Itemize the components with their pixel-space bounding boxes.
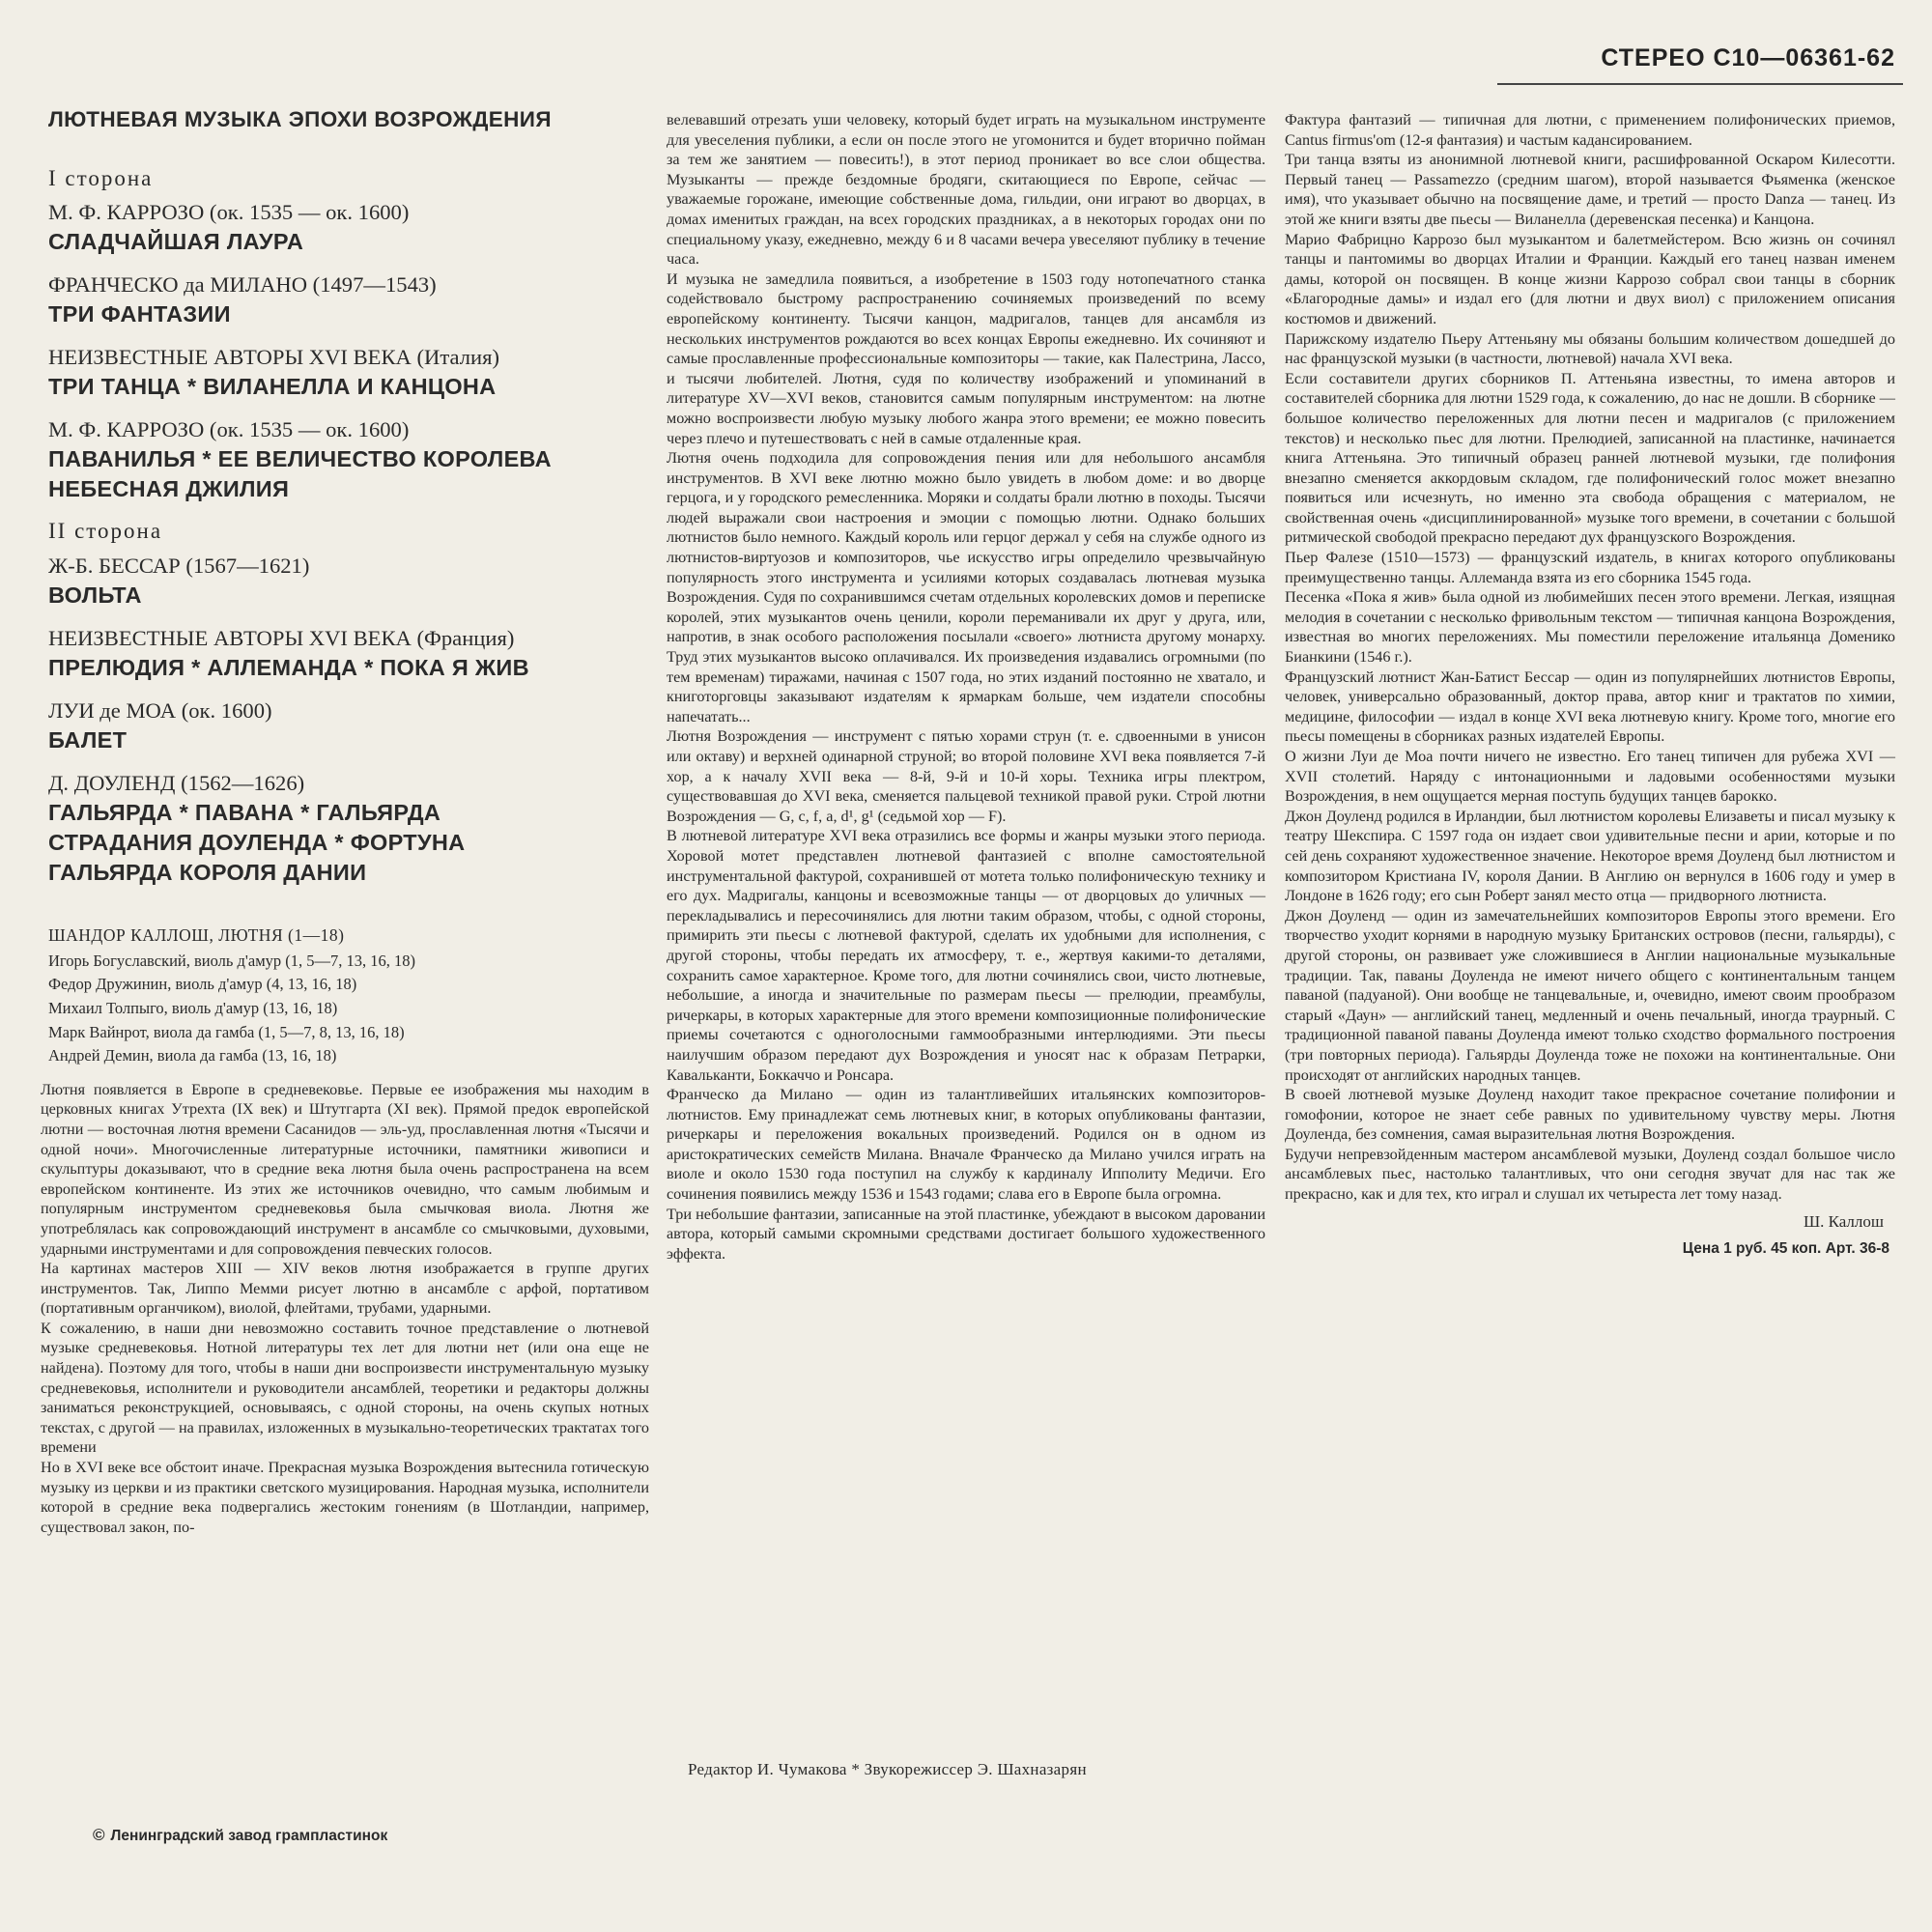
paragraph: Марио Фабрицно Каррозо был музыкантом и балетмейстером. Всю жизнь он сочинял танцы и пантомимы во дворцах Италии и Франции. Каждый его танец назван именем дамы, которой он посвящен. В конце жизни Каррозо собрал свои танцы в сборник «Благородные дамы» и издал его (для лютни и двух виол) с приложением описания костюмов и движений.	[1285, 230, 1895, 327]
paragraph: Будучи непревзойденным мастером ансамблевой музыки, Доуленд создал большое число ансамблевых пьес, настолько талантливых, что они сегодня звучат для нас так же прекрасно, как и для тех, кто играл и слушал их четыреста лет тому назад.	[1285, 1145, 1895, 1204]
composer-name: ЛУИ де МОА (ок. 1600)	[48, 697, 272, 723]
track-entry	[48, 552, 649, 611]
performer-line: Федор Дружинин, виоль д'амур (4, 13, 16, 18)	[48, 975, 357, 994]
paragraph: В своей лютневой музыке Доуленд находит такое прекрасное сочетание полифонии и гомофонии, которое не знает себе равных по удивительному чувству меры. Лютня Доуленда, без сомнения, самая выразительная лютня Возрождения.	[1285, 1086, 1895, 1144]
paragraph: Джон Доуленд — один из замечательнейших композиторов Европы этого времени. Его творчество уходит корнями в народную музыку Британских островов (песни, гальярды), с другой стороны, он развивает уже сложившиеся в Англии национальные музыкальные традиции. Так, паваны Доуленда не имеют ничего общего с континентальным танцем паваной (падуаной). Они вообще не танцевальные, и, очевидно, имеют своим прообразом старый «Даун» — английский танец, медленный и очень печальный, иногда траурный. С традиционной паваной паваны Доуленда имеют только сходство формального построения (три повторных периода). Гальярды Доуленда тоже не похожи на континентальные. Они происходят от английских народных танцев.	[1285, 906, 1895, 1084]
track-entry	[48, 696, 649, 755]
paragraph: В лютневой литературе XVI века отразились все формы и жанры музыки этого периода. Хоровой мотет представлен лютневой фантазией с вполне самостоятельной инструментальной фактурой, сохранившей от мотета только полифоническую технику и его дух. Мадригалы, канцоны и всевозможные танцы — от дворцовых до уличных — перекладывались и пересочинялись для лютни таким образом, чтобы, с одной стороны, примирить эти пьесы с лютневой фактурой, сделать их удобными для исполнения, с другой стороны, чтобы передать их атмосферу, т. е., жертвуя какими-то деталями, сохранить самое характерное. Кроме того, для лютни сочинялись свои, чисто лютневые, небольшие, а иногда и значительные по размерам пьесы — прелюдии, преамбулы, ричеркары, в которых характерные для этого времени композиционные полифонические приемы сочетаются с одноголосными гаммообразными интерлюдиями. Эти пьесы наилучшим образом передают дух Возрождения и уносят нас к образам Петрарки, Кавальканти, Боккаччо и Ронсара.	[667, 827, 1265, 1084]
track-entry	[48, 769, 649, 888]
work-title: БАЛЕТ	[48, 726, 128, 753]
composer-name: М. Ф. КАРРОЗО (ок. 1535 — ок. 1600)	[48, 417, 410, 442]
work-title: ТРИ ФАНТАЗИИ	[48, 301, 231, 327]
paragraph: Три небольшие фантазии, записанные на этой пластинке, убеждают в высоком даровании автора, который самыми скромными средствами достигает большого художественного эффекта.	[667, 1205, 1265, 1263]
paragraph: Французский лютнист Жан-Батист Бессар — один из популярнейших лютнистов Европы, человек, универсально образованный, доктор права, автор книг и трактатов по химии, медицине, философии — издал в конце XVI века лютневую книгу. Кроме того, многие его пьесы помещены в сборниках разных издателей Европы.	[1285, 668, 1895, 746]
paragraph: велевавший отрезать уши человеку, который будет играть на музыкальном инструменте для увеселения публики, а если он после этого не угомонится и будет вторично пойман за тем же занятием — повесить!), в этот период проникает во все слои общества. Музыканты — прежде бездомные бродяги, скитающиеся по Европе, сейчас — уважаемые горожане, имеющие собственные дома, гильдии, они играют во дворцах, в домах именитых граждан, на всех городских праздниках, а в некоторых городах они по специальному указу, ежедневно, между 6 и 8 часами вечера увеселяют публику в течение часа.	[667, 111, 1265, 269]
column-middle	[667, 106, 1265, 1264]
catalog-underline	[1497, 83, 1903, 85]
paragraph: О жизни Луи де Моа почти ничего не известно. Его танец типичен для рубежа XVI — XVII столетий. Наряду с интонационными и ладовыми особенностями музыки Возрождения, в нем ощущается мерная поступь будущих танцев барокко.	[1285, 748, 1895, 806]
side-two-label: II сторона	[48, 519, 163, 544]
lead-performer: ШАНДОР КАЛЛОШ, ЛЮТНЯ (1—18)	[48, 924, 345, 945]
paragraph: Пьер Фалезе (1510—1573) — французский издатель, в книгах которого опубликованы преимущественно танцы. Аллеманда взята из его сборника 1545 года.	[1285, 549, 1895, 586]
paragraph: На картинах мастеров XIII — XIV веков лютня изображается в группе других инструментов. Так, Липпо Мемми рисует лютню в ансамбле с арфой, портативом (портативным органчиком), виолой, флейтами, трубами, ударными.	[41, 1260, 649, 1318]
composer-name: ФРАНЧЕСКО да МИЛАНО (1497—1543)	[48, 272, 437, 298]
copyright-icon: ©	[93, 1826, 105, 1844]
paragraph: Франческо да Милано — один из талантливейших итальянских композиторов-лютнистов. Ему принадлежат семь лютневых книг, в которых опубликованы фантазии, ричеркары и переложения вокальных произведений. Родился он в одном из аристократических семейств Милана. Вначале Франческо да Милано учился играть на виоле и около 1530 года поступил на службу к кардиналу Ипполиту Медичи. Его сочинения появились между 1536 и 1543 годами; слава его в Европе была огромна.	[667, 1086, 1265, 1204]
work-title: НЕБЕСНАЯ ДЖИЛИЯ	[48, 476, 290, 502]
performers-block	[48, 923, 649, 1068]
work-title: ГАЛЬЯРДА КОРОЛЯ ДАНИИ	[48, 859, 367, 885]
paragraph: Парижскому издателю Пьеру Аттеньяну мы обязаны большим количеством дошедшей до нас французской музыки (в частности, лютневой) начала XVI века.	[1285, 329, 1895, 368]
notes-text-col3	[1285, 110, 1895, 1205]
catalog-number: СТЕРЕО С10—06361-62	[1601, 44, 1895, 71]
paragraph: Лютня Возрождения — инструмент с пятью хорами струн (т. е. сдвоенными в унисон или октаву) и верхней одинарной струной; во второй половине XVI века появляется 7-й хор, а к началу XVII века — 8-й, 9-й и 10-й хоры. Техника игры плектром, существовавшая до XVI века, сменяется пальцевой техникой правой руки. Строй лютни Возрождения — G, c, f, a, d¹, g¹ (седьмой хор — F).	[667, 727, 1265, 825]
column-left	[41, 106, 649, 1537]
track-entry	[48, 198, 649, 257]
composer-name: М. Ф. КАРРОЗО (ок. 1535 — ок. 1600)	[48, 200, 410, 225]
composer-name: НЕИЗВЕСТНЫЕ АВТОРЫ XVI ВЕКА (Италия)	[48, 345, 499, 370]
side-one-label: I сторона	[48, 165, 154, 190]
paragraph: И музыка не замедлила появиться, а изобретение в 1503 году нотопечатного станка содействовало быстрому распространению сочиняемых произведений по всему европейскому континенту. Тысячи канцон, мадригалов, танцев для ансамбля из нескольких инструментов рождаются во всех концах Европы ежедневно. Их сочиняют и самые прославленные профессиональные композиторы — такие, как Палестрина, Лассо, и тысячи любителей. Лютня, судя по количеству изображений и упоминаний в литературе XV—XVI веков, становится самым популярным инструментом: на лютне можно воспроизвести любую музыку любого жанра этого времени; ее можно повесить через плечо и путешествовать с ней в самые отдаленные края.	[667, 270, 1265, 447]
performer-line: Михаил Толпыго, виоль д'амур (13, 16, 18)	[48, 998, 338, 1017]
price-label: Цена 1 руб. 45 коп. Арт. 36-8	[1682, 1240, 1889, 1258]
work-title: СЛАДЧАЙШАЯ ЛАУРА	[48, 229, 304, 255]
column-right	[1285, 106, 1895, 1260]
paragraph: К сожалению, в наши дни невозможно составить точное представление о лютневой музыке средневековья. Нотной литературы тех лет для лютни нет (или она еще не найдена). Поэтому для того, чтобы в наши дни воспроизвести инструментальную музыку средневековья, исполнители и руководители ансамблей, теоретики и редакторы должны заниматься реконструкцией, основываясь, с одной стороны, на очень скупых нотных текстах, с другой — на правилах, изложенных в музыкально-теоретических трактатах того времени	[41, 1319, 649, 1457]
copyright-line	[93, 1826, 387, 1845]
paragraph: Если составители других сборников П. Аттеньяна известны, то имена авторов и составителей сборника для лютни 1529 года, к сожалению, до нас не дошли. В сборнике — большое количество переложенных для лютни песен и мадригалов (с приложением текстов) и несколько пьес для лютни. Прелюдией, записанной на пластинке, начинается книга Аттеньяна. Это типичный образец ранней лютневой музыки, где полифония внезапно сменяется аккордовым складом, где полифонический голос может внезапно появиться или исчезнуть, но именно эта свобода обращения с материалом, не свойственная очень «дисциплинированной» музыке того времени, в сочетании с большой ритмической свободой прекрасно передают дух французского Возрождения.	[1285, 369, 1895, 547]
track-entry	[48, 624, 649, 683]
paragraph: Песенка «Пока я жив» была одной из любимейших песен этого времени. Легкая, изящная мелодия в сочетании с несколько фривольным текстом — типичная канцона Возрождения, известная во многих переложениях. Мы поместили переложение итальянца Доменико Бианкини (1546 г.).	[1285, 588, 1895, 667]
side-two-tracklist	[41, 552, 649, 888]
performer-line: Марк Вайнрот, виола да гамба (1, 5—7, 8, 13, 16, 18)	[48, 1022, 405, 1041]
work-title: ГАЛЬЯРДА * ПАВАНА * ГАЛЬЯРДА	[48, 799, 441, 825]
track-entry	[48, 415, 649, 504]
work-title: ПАВАНИЛЬЯ * ЕЕ ВЕЛИЧЕСТВО КОРОЛЕВА	[48, 446, 552, 472]
credits-line: Редактор И. Чумакова * Звукорежиссер Э. Шахназарян	[688, 1760, 1087, 1778]
performer-line: Андрей Демин, виола да гамба (13, 16, 18)	[48, 1046, 337, 1065]
performer-line: Игорь Богуславский, виоль д'амур (1, 5—7, 13, 16, 18)	[48, 951, 416, 970]
paragraph: Джон Доуленд родился в Ирландии, был лютнистом королевы Елизаветы и писал музыку к театру Шекспира. С 1597 года он издает свои удивительные песни и арии, которые и по сей день сохраняют художественное значение. Некоторое время Доуленд был лютнистом и композитором Кристиана IV, короля Дании. В Англию он вернулся в 1606 году и умер в Лондоне в 1626 году; его сын Роберт занял место отца — придворного лютниста.	[1285, 807, 1895, 905]
composer-name: Ж-Б. БЕССАР (1567—1621)	[48, 553, 310, 578]
paragraph: Лютня появляется в Европе в средневековье. Первые ее изображения мы находим в церковных книгах Утрехта (IX век) и Штутгарта (XI век). Прямой предок европейской лютни — восточная лютня времени Сасанидов — эль-уд, прославленная лютня «Тысячи и одной ночи». Многочисленные литературные источники, памятники живописи и скульптуры доказывают, что в средние века лютня была очень распространена на всем европейском континенте. Из этих же источников очевидно, что самым любимым и популярным инструментом средневековья была смычковая виола. Лютня же употреблялась как сопровождающий инструмент в ансамбле со смычковыми, духовыми, ударными инструментами и для сопровождения певческих голосов.	[41, 1080, 649, 1258]
paragraph: Лютня очень подходила для сопровождения пения или для небольшого ансамбля инструментов. В XVI веке лютню можно было увидеть в любом доме: и во дворце герцога, и у городского ремесленника. Моряки и солдаты брали лютню в походы. Тысячи людей выражали свои настроения и эмоции с помощью лютни. Однако больших лютнистов было немного. Каждый король или герцог держал у себя на службе одного из лютнистов-виртуозов и композиторов, чье искусство игры определило чрезвычайную популярность этого инструмента и усилиями которых создавалась лютневая музыка Возрождения. Судя по сохранившимся счетам отдельных королевских домов и переписке королей, этих музыкантов очень ценили, короли переманивали их друг у друга, или, напротив, в знак особого расположения посылали «своего» лютниста другому монарху. Труд этих музыкантов высоко оплачивался. Их произведения издавались огромными (по тем временам) тиражами, начиная с 1507 года, но этих изданий постоянно не хватало, и книготорговцы заказывают издателям к ярмаркам больше, чем издатели способны напечатать...	[667, 449, 1265, 725]
author-signature: Ш. Каллош	[1803, 1211, 1884, 1231]
composer-name: НЕИЗВЕСТНЫЕ АВТОРЫ XVI ВЕКА (Франция)	[48, 625, 515, 650]
track-entry	[48, 270, 649, 329]
notes-text-col2	[667, 110, 1265, 1264]
paragraph: Но в XVI веке все обстоит иначе. Прекрасная музыка Возрождения вытеснила готическую музыку из церкви и из практики светского музицирования. Народная музыка, исполнители которой в средние века подвергались жестоким гонениям (в Шотландии, например, существовал закон, по-	[41, 1459, 649, 1536]
work-title: ПРЕЛЮДИЯ * АЛЛЕМАНДА * ПОКА Я ЖИВ	[48, 654, 529, 680]
publisher-name: Ленинградский завод грампластинок	[110, 1828, 388, 1844]
track-entry	[48, 343, 649, 402]
side-one-tracklist	[41, 198, 649, 504]
work-title: СТРАДАНИЯ ДОУЛЕНДА * ФОРТУНА	[48, 829, 466, 855]
paragraph: Три танца взяты из анонимной лютневой книги, расшифрованной Оскаром Килесотти. Первый танец — Passamezzo (средним шагом), второй называется Фьяменка (женское имя), что указывает обычно на посвящение даме, и третий — просто Danza — танец. Из этой же книги взяты две пьесы — Виланелла (деревенская песенка) и Канцона.	[1285, 151, 1895, 228]
album-title: ЛЮТНЕВАЯ МУЗЫКА ЭПОХИ ВОЗРОЖДЕНИЯ	[48, 107, 552, 131]
performers-list	[48, 950, 649, 1068]
notes-text-col1	[41, 1080, 649, 1538]
work-title: ТРИ ТАНЦА * ВИЛАНЕЛЛА И КАНЦОНА	[48, 374, 497, 400]
work-title: ВОЛЬТА	[48, 582, 142, 608]
paragraph: Фактура фантазий — типичная для лютни, с применением полифонических приемов, Cantus firmus'om (12-я фантазия) и частым кадансированием.	[1285, 111, 1895, 149]
composer-name: Д. ДОУЛЕНД (1562—1626)	[48, 770, 305, 795]
